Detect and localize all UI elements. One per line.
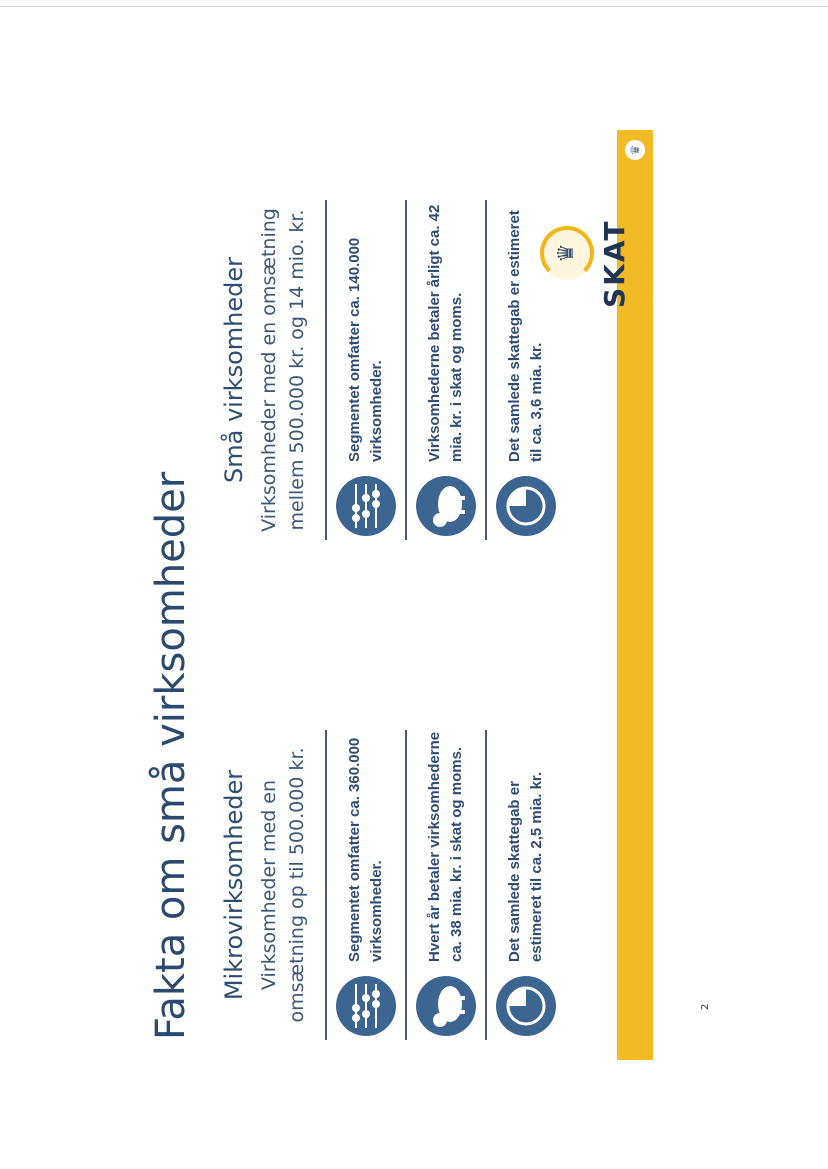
row-text: Det samlede skattegab er estimeret til ca. 2,5 mia. kr. <box>506 771 546 962</box>
crown-icon: ♛ <box>625 140 645 160</box>
column-micro <box>220 730 565 1040</box>
list-item <box>325 730 405 1040</box>
row-text: Segmentet omfatter ca. 140.000 virksomheder. <box>346 237 386 462</box>
crown-icon: ♛ <box>554 243 579 263</box>
abacus-icon <box>336 976 396 1036</box>
page-number: 2 <box>700 1003 711 1010</box>
column-small <box>220 200 565 540</box>
row-text: Det samlede skattegab er estimeret til ca. 3,6 mia. kr. <box>506 210 546 462</box>
column-subheading: Virksomheder med en omsætning mellem 500.000 kr. og 14 mio. kr. <box>258 208 308 532</box>
row-text: Segmentet omfatter ca. 360.000 virksomheder. <box>346 737 386 962</box>
pie-chart-icon <box>496 476 556 536</box>
slide-title: Fakta om små virksomheder <box>148 471 194 1040</box>
pie-chart-icon <box>496 976 556 1036</box>
row-text: Virksomhederne betaler årligt ca. 42 mia. kr. i skat og moms. <box>426 204 466 462</box>
piggy-bank-icon <box>416 976 476 1036</box>
abacus-icon <box>336 476 396 536</box>
list-item <box>405 200 485 540</box>
column-heading: Mikrovirksomheder <box>220 769 248 1001</box>
row-text: Hvert år betaler virksomhederne ca. 38 mia. kr. i skat og moms. <box>426 731 466 962</box>
list-item <box>325 200 405 540</box>
scan-top-border <box>0 6 828 7</box>
slide <box>140 130 700 1060</box>
column-heading: Små virksomheder <box>220 257 248 483</box>
list-item <box>485 730 565 1040</box>
skat-logo <box>540 180 660 320</box>
list-item <box>405 730 485 1040</box>
logo-text: SKAT <box>598 219 631 308</box>
piggy-bank-icon <box>416 476 476 536</box>
column-subheading: Virksomheder med en omsætning op til 500.000 kr. <box>258 747 308 1023</box>
